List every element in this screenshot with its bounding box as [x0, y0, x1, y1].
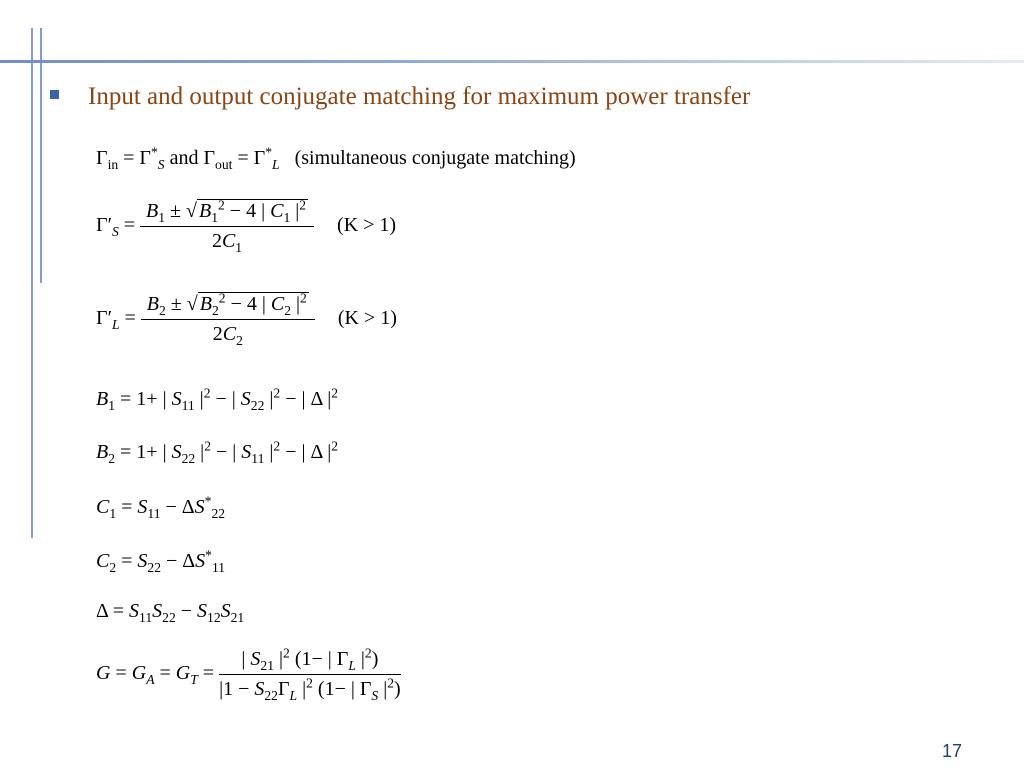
equation-gain: $G = G_A = G_T$ = $\frac{| S_{21} |^2 (1- | \Gamma_L |^2)}{|1 - S_{22}\Gamma_L |^2 (1- | \Gamma_S |^2)}$ — [96, 645, 401, 703]
equation-note: (simultaneous conjugate matching) — [294, 147, 576, 169]
slide-title-text: Input and output conjugate matching for maximum power transfer — [88, 83, 751, 110]
condition-k-gt-1: (K > 1) — [337, 214, 397, 237]
condition-k-gt-1: (K > 1) — [337, 307, 397, 330]
page-number: 17 — [941, 741, 962, 761]
slide-title — [50, 83, 750, 111]
equation-c2: $C_2 = S_{22} - \Delta S^*_{11}$ — [96, 547, 226, 575]
equation-b1: $B_1 = 1+$ | $S_{11}$ $|^2$ − | $S_{22}$ $|^2$ − | Δ $|^2$ — [96, 385, 339, 413]
equation-delta: $\Delta = S_{11}S_{22} - S_{12}S_{21}$ — [96, 600, 245, 625]
equation-b2: $B_2 = 1+$ | $S_{22}$ $|^2$ − | $S_{11}$ $|^2$ − | Δ $|^2$ — [96, 438, 339, 466]
equation-connector: and — [169, 147, 199, 169]
equation-c1: $C_1 = S_{11} - \Delta S^*_{22}$ — [96, 493, 226, 521]
fraction-gamma-l: $\frac{B_2 \pm √ B_2^2 - 4 | C_2 |^2}{2C_2}$ — [141, 293, 315, 346]
fraction-gain: $\frac{| S_{21} |^2 (1- | \Gamma_L |^2)}{|1 - S_{22}\Gamma_L |^2 (1- | \Gamma_S |^2)}$ — [219, 645, 401, 703]
equation-simultaneous-matching: $\Gamma_{in} = \Gamma^*_S$ and $\Gamma_{out} = \Gamma^*_L$ (simultaneous conjugate matching) — [96, 144, 576, 172]
left-rule-1 — [31, 28, 33, 538]
left-rule-2 — [40, 28, 42, 283]
fraction-gamma-s: $\frac{B_1 \pm √ B_1^2 - 4 | C_1 |^2}{2C_1}$ — [140, 200, 314, 253]
equation-gamma-l-prime: $\Gamma'_L$ = $\frac{B_2 \pm √ B_2^2 - 4 | C_2 |^2}{2C_2}$ (K > 1) — [96, 290, 397, 348]
bullet-square-icon — [50, 90, 59, 99]
top-rule — [0, 60, 1024, 63]
equation-gamma-s-prime: $\Gamma'_S$ = $\frac{B_1 \pm √ B_1^2 - 4 | C_1 |^2}{2C_1}$ (K > 1) — [96, 197, 397, 255]
